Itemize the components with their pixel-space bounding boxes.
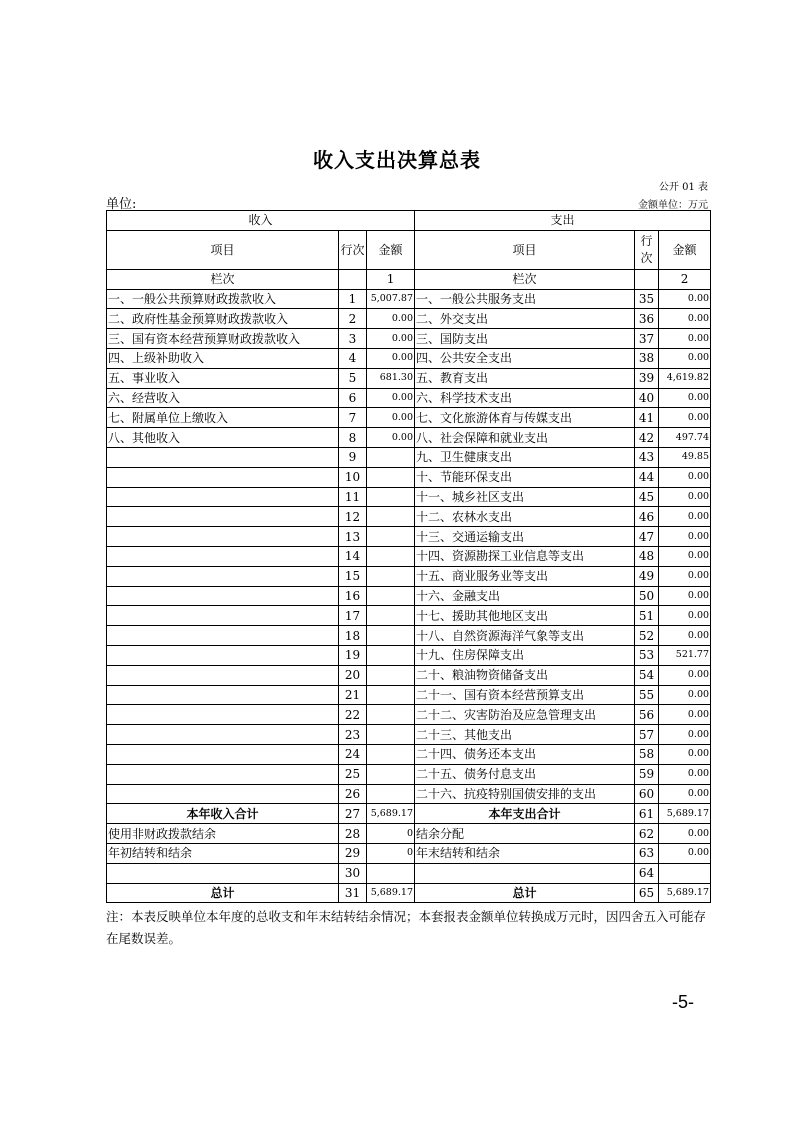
expense-row-no-cell: 35 — [635, 289, 659, 309]
expense-amount-cell: 5,689.17 — [659, 883, 711, 903]
expense-item-cell: 二十六、抗疫特别国债安排的支出 — [415, 784, 635, 804]
income-item-cell: 三、国有资本经营预算财政拨款收入 — [107, 329, 339, 349]
income-amount-cell — [367, 705, 415, 725]
expense-row-no-cell: 48 — [635, 546, 659, 566]
income-row-no-cell: 25 — [339, 764, 367, 784]
income-item-cell — [107, 863, 339, 883]
table-row — [107, 368, 711, 388]
table-row — [107, 348, 711, 368]
income-amount-cell — [367, 527, 415, 547]
expense-amount-cell: 521.77 — [659, 645, 711, 665]
expense-row-no-cell: 46 — [635, 507, 659, 527]
table-row — [107, 408, 711, 428]
expense-row-no-cell: 43 — [635, 447, 659, 467]
expense-row-no-cell: 55 — [635, 685, 659, 705]
income-row-no-cell: 28 — [339, 824, 367, 844]
table-row — [107, 764, 711, 784]
income-item-cell — [107, 784, 339, 804]
income-amount-cell: 0 — [367, 824, 415, 844]
expense-item-cell: 九、卫生健康支出 — [415, 447, 635, 467]
income-row-no-cell: 8 — [339, 428, 367, 448]
total-row — [107, 883, 711, 903]
income-row-no-cell: 2 — [339, 309, 367, 329]
expense-row-no-cell: 36 — [635, 309, 659, 329]
income-amount-cell — [367, 744, 415, 764]
table-row — [107, 685, 711, 705]
header-row-sections — [107, 211, 711, 231]
income-amount-cell — [367, 606, 415, 626]
income-amount-cell: 0.00 — [367, 309, 415, 329]
expense-row-no-cell: 53 — [635, 645, 659, 665]
expense-amount-cell — [659, 863, 711, 883]
table-row — [107, 329, 711, 349]
footnote: 注：本表反映单位本年度的总收支和年末结转结余情况；本套报表金额单位转换成万元时，因四舍五入可能存在尾数误差。 — [106, 909, 707, 946]
income-amount-cell — [367, 546, 415, 566]
income-item-cell — [107, 665, 339, 685]
income-row-no-cell: 22 — [339, 705, 367, 725]
expense-row-no-cell: 63 — [635, 843, 659, 863]
expense-amount-cell: 0.00 — [659, 309, 711, 329]
income-row-no-header: 行次 — [339, 230, 367, 269]
expense-item-cell: 本年支出合计 — [415, 804, 635, 824]
table-row — [107, 645, 711, 665]
expense-amount-cell: 0.00 — [659, 586, 711, 606]
expense-item-cell: 结余分配 — [415, 824, 635, 844]
income-amount-cell: 0 — [367, 843, 415, 863]
table-row — [107, 566, 711, 586]
table-row — [107, 824, 711, 844]
income-row-no-cell: 23 — [339, 725, 367, 745]
table-row — [107, 428, 711, 448]
income-item-cell — [107, 566, 339, 586]
expense-row-no-cell: 42 — [635, 428, 659, 448]
income-amount-header: 金额 — [367, 230, 415, 269]
income-item-cell: 八、其他收入 — [107, 428, 339, 448]
income-item-cell: 七、附属单位上缴收入 — [107, 408, 339, 428]
table-row — [107, 863, 711, 883]
income-row-no-cell: 10 — [339, 467, 367, 487]
expense-row-no-cell: 40 — [635, 388, 659, 408]
expense-item-cell: 二十四、债务还本支出 — [415, 744, 635, 764]
expense-amount-cell: 0.00 — [659, 527, 711, 547]
table-row — [107, 309, 711, 329]
table-row — [107, 507, 711, 527]
income-row-no-cell: 13 — [339, 527, 367, 547]
income-column-label: 栏次 — [107, 269, 339, 289]
income-item-cell — [107, 467, 339, 487]
income-amount-cell — [367, 586, 415, 606]
empty-cell — [635, 269, 659, 289]
expense-amount-cell: 5,689.17 — [659, 804, 711, 824]
expense-row-no-cell: 64 — [635, 863, 659, 883]
income-amount-cell: 0.00 — [367, 348, 415, 368]
expense-item-cell: 二十二、灾害防治及应急管理支出 — [415, 705, 635, 725]
expense-item-cell: 二、外交支出 — [415, 309, 635, 329]
expense-item-cell: 十七、援助其他地区支出 — [415, 606, 635, 626]
expense-amount-header: 金额 — [659, 230, 711, 269]
expense-row-no-cell: 54 — [635, 665, 659, 685]
income-item-header: 项目 — [107, 230, 339, 269]
table-row — [107, 665, 711, 685]
income-amount-cell — [367, 685, 415, 705]
expense-item-cell: 二十、粮油物资储备支出 — [415, 665, 635, 685]
expense-amount-cell: 0.00 — [659, 665, 711, 685]
expense-amount-cell: 0.00 — [659, 487, 711, 507]
expense-amount-cell: 0.00 — [659, 348, 711, 368]
expense-item-cell: 十六、金融支出 — [415, 586, 635, 606]
header-row-columns — [107, 230, 711, 269]
table-row — [107, 447, 711, 467]
expense-item-cell: 五、教育支出 — [415, 368, 635, 388]
expense-amount-cell: 0.00 — [659, 606, 711, 626]
page-number: -5- — [672, 992, 694, 1012]
income-amount-cell: 0.00 — [367, 388, 415, 408]
expense-item-cell: 三、国防支出 — [415, 329, 635, 349]
table-row — [107, 546, 711, 566]
expense-amount-cell: 0.00 — [659, 626, 711, 646]
income-item-cell — [107, 626, 339, 646]
expense-row-no-cell: 37 — [635, 329, 659, 349]
income-item-cell — [107, 764, 339, 784]
expense-item-cell: 十四、资源勘探工业信息等支出 — [415, 546, 635, 566]
income-item-cell: 一、一般公共预算财政拨款收入 — [107, 289, 339, 309]
income-item-cell: 五、事业收入 — [107, 368, 339, 388]
income-row-no-cell: 21 — [339, 685, 367, 705]
expense-amount-cell: 497.74 — [659, 428, 711, 448]
income-item-cell — [107, 606, 339, 626]
expense-item-cell: 年末结转和结余 — [415, 843, 635, 863]
income-row-no-cell: 1 — [339, 289, 367, 309]
expense-amount-cell: 49.85 — [659, 447, 711, 467]
expense-item-cell: 四、公共安全支出 — [415, 348, 635, 368]
income-row-no-cell: 27 — [339, 804, 367, 824]
income-row-no-cell: 6 — [339, 388, 367, 408]
income-item-cell — [107, 725, 339, 745]
expense-row-no-cell: 51 — [635, 606, 659, 626]
unit-label: 单位: — [106, 197, 137, 212]
expense-amount-cell: 0.00 — [659, 566, 711, 586]
income-item-cell — [107, 546, 339, 566]
income-amount-cell: 5,007.87 — [367, 289, 415, 309]
form-code: 公开 01 表 — [658, 182, 708, 193]
column-index-row — [107, 269, 711, 289]
table-row — [107, 784, 711, 804]
expense-column-label: 栏次 — [415, 269, 635, 289]
income-row-no-cell: 24 — [339, 744, 367, 764]
page-title: 收入支出决算总表 — [313, 148, 481, 172]
expense-item-cell: 十三、交通运输支出 — [415, 527, 635, 547]
income-section-header: 收入 — [107, 211, 415, 231]
income-amount-cell — [367, 665, 415, 685]
expense-row-no-cell: 38 — [635, 348, 659, 368]
expense-row-no-cell: 58 — [635, 744, 659, 764]
expense-amount-cell: 0.00 — [659, 507, 711, 527]
income-amount-cell — [367, 447, 415, 467]
income-amount-cell — [367, 467, 415, 487]
expense-amount-cell: 0.00 — [659, 388, 711, 408]
expense-amount-cell: 0.00 — [659, 705, 711, 725]
income-row-no-cell: 20 — [339, 665, 367, 685]
expense-row-no-cell: 65 — [635, 883, 659, 903]
expense-row-no-cell: 39 — [635, 368, 659, 388]
income-amount-cell — [367, 784, 415, 804]
expense-item-cell: 总计 — [415, 883, 635, 903]
income-item-cell — [107, 447, 339, 467]
table-row — [107, 606, 711, 626]
income-amount-cell — [367, 764, 415, 784]
expense-section-header: 支出 — [415, 211, 711, 231]
expense-row-no-cell: 60 — [635, 784, 659, 804]
expense-item-cell: 六、科学技术支出 — [415, 388, 635, 408]
income-row-no-cell: 5 — [339, 368, 367, 388]
income-amount-cell: 0.00 — [367, 329, 415, 349]
table-row — [107, 467, 711, 487]
table-row — [107, 527, 711, 547]
income-item-cell — [107, 705, 339, 725]
expense-amount-cell: 0.00 — [659, 467, 711, 487]
expense-row-no-cell: 44 — [635, 467, 659, 487]
table-row — [107, 705, 711, 725]
expense-column-index: 2 — [659, 269, 711, 289]
income-row-no-cell: 4 — [339, 348, 367, 368]
income-row-no-cell: 11 — [339, 487, 367, 507]
table-row — [107, 725, 711, 745]
income-row-no-cell: 9 — [339, 447, 367, 467]
income-item-cell: 六、经营收入 — [107, 388, 339, 408]
income-item-cell — [107, 645, 339, 665]
expense-row-no-cell: 52 — [635, 626, 659, 646]
expense-row-no-header: 行 次 — [635, 230, 659, 269]
expense-item-cell: 二十三、其他支出 — [415, 725, 635, 745]
income-amount-cell — [367, 626, 415, 646]
income-amount-cell — [367, 725, 415, 745]
expense-row-no-cell: 45 — [635, 487, 659, 507]
income-row-no-cell: 31 — [339, 883, 367, 903]
income-row-no-cell: 16 — [339, 586, 367, 606]
expense-amount-cell: 0.00 — [659, 329, 711, 349]
expense-item-cell: 十一、城乡社区支出 — [415, 487, 635, 507]
expense-item-cell: 二十一、国有资本经营预算支出 — [415, 685, 635, 705]
table-row — [107, 487, 711, 507]
expense-item-header: 项目 — [415, 230, 635, 269]
empty-cell — [339, 269, 367, 289]
income-row-no-cell: 30 — [339, 863, 367, 883]
income-item-cell: 四、上级补助收入 — [107, 348, 339, 368]
expense-amount-cell: 4,619.82 — [659, 368, 711, 388]
table-row — [107, 586, 711, 606]
income-item-cell — [107, 685, 339, 705]
income-amount-cell — [367, 507, 415, 527]
subtotal-row — [107, 804, 711, 824]
income-amount-cell — [367, 645, 415, 665]
expense-amount-cell: 0.00 — [659, 843, 711, 863]
expense-item-cell: 十二、农林水支出 — [415, 507, 635, 527]
income-item-cell: 本年收入合计 — [107, 804, 339, 824]
expense-item-cell: 十九、住房保障支出 — [415, 645, 635, 665]
expense-item-cell: 二十五、债务付息支出 — [415, 764, 635, 784]
expense-row-no-cell: 49 — [635, 566, 659, 586]
income-row-no-cell: 29 — [339, 843, 367, 863]
income-item-cell: 总计 — [107, 883, 339, 903]
table-row — [107, 289, 711, 309]
income-amount-cell: 5,689.17 — [367, 883, 415, 903]
income-column-index: 1 — [367, 269, 415, 289]
income-row-no-cell: 12 — [339, 507, 367, 527]
table-row — [107, 626, 711, 646]
expense-amount-cell: 0.00 — [659, 408, 711, 428]
table-row — [107, 843, 711, 863]
income-amount-cell — [367, 863, 415, 883]
expense-amount-cell: 0.00 — [659, 764, 711, 784]
income-amount-cell — [367, 487, 415, 507]
expense-item-cell: 八、社会保障和就业支出 — [415, 428, 635, 448]
table-row — [107, 744, 711, 764]
table-row — [107, 388, 711, 408]
expense-row-no-cell: 57 — [635, 725, 659, 745]
income-row-no-cell: 26 — [339, 784, 367, 804]
expense-amount-cell: 0.00 — [659, 289, 711, 309]
expense-row-no-cell: 56 — [635, 705, 659, 725]
income-item-cell: 使用非财政拨款结余 — [107, 824, 339, 844]
income-item-cell — [107, 586, 339, 606]
income-amount-cell: 5,689.17 — [367, 804, 415, 824]
expense-amount-cell: 0.00 — [659, 744, 711, 764]
expense-item-cell — [415, 863, 635, 883]
expense-amount-cell: 0.00 — [659, 824, 711, 844]
income-row-no-cell: 15 — [339, 566, 367, 586]
expense-amount-cell: 0.00 — [659, 685, 711, 705]
income-item-cell: 年初结转和结余 — [107, 843, 339, 863]
income-amount-cell: 681.30 — [367, 368, 415, 388]
expense-item-cell: 十八、自然资源海洋气象等支出 — [415, 626, 635, 646]
expense-row-no-cell: 47 — [635, 527, 659, 547]
expense-item-cell: 十五、商业服务业等支出 — [415, 566, 635, 586]
expense-amount-cell: 0.00 — [659, 784, 711, 804]
income-row-no-cell: 14 — [339, 546, 367, 566]
income-item-cell: 二、政府性基金预算财政拨款收入 — [107, 309, 339, 329]
income-item-cell — [107, 744, 339, 764]
expense-row-no-cell: 61 — [635, 804, 659, 824]
expense-row-no-cell: 41 — [635, 408, 659, 428]
income-row-no-cell: 18 — [339, 626, 367, 646]
income-amount-cell: 0.00 — [367, 408, 415, 428]
income-item-cell — [107, 527, 339, 547]
amount-unit-label: 金额单位：万元 — [638, 200, 708, 211]
income-row-no-cell: 3 — [339, 329, 367, 349]
income-item-cell — [107, 487, 339, 507]
income-row-no-cell: 17 — [339, 606, 367, 626]
expense-item-cell: 十、节能环保支出 — [415, 467, 635, 487]
expense-amount-cell: 0.00 — [659, 725, 711, 745]
expense-row-no-cell: 62 — [635, 824, 659, 844]
income-row-no-cell: 7 — [339, 408, 367, 428]
expense-amount-cell: 0.00 — [659, 546, 711, 566]
expense-item-cell: 一、一般公共服务支出 — [415, 289, 635, 309]
expense-item-cell: 七、文化旅游体育与传媒支出 — [415, 408, 635, 428]
summary-table — [106, 210, 711, 903]
income-amount-cell — [367, 566, 415, 586]
expense-row-no-cell: 50 — [635, 586, 659, 606]
income-row-no-cell: 19 — [339, 645, 367, 665]
income-item-cell — [107, 507, 339, 527]
expense-row-no-cell: 59 — [635, 764, 659, 784]
income-amount-cell: 0.00 — [367, 428, 415, 448]
